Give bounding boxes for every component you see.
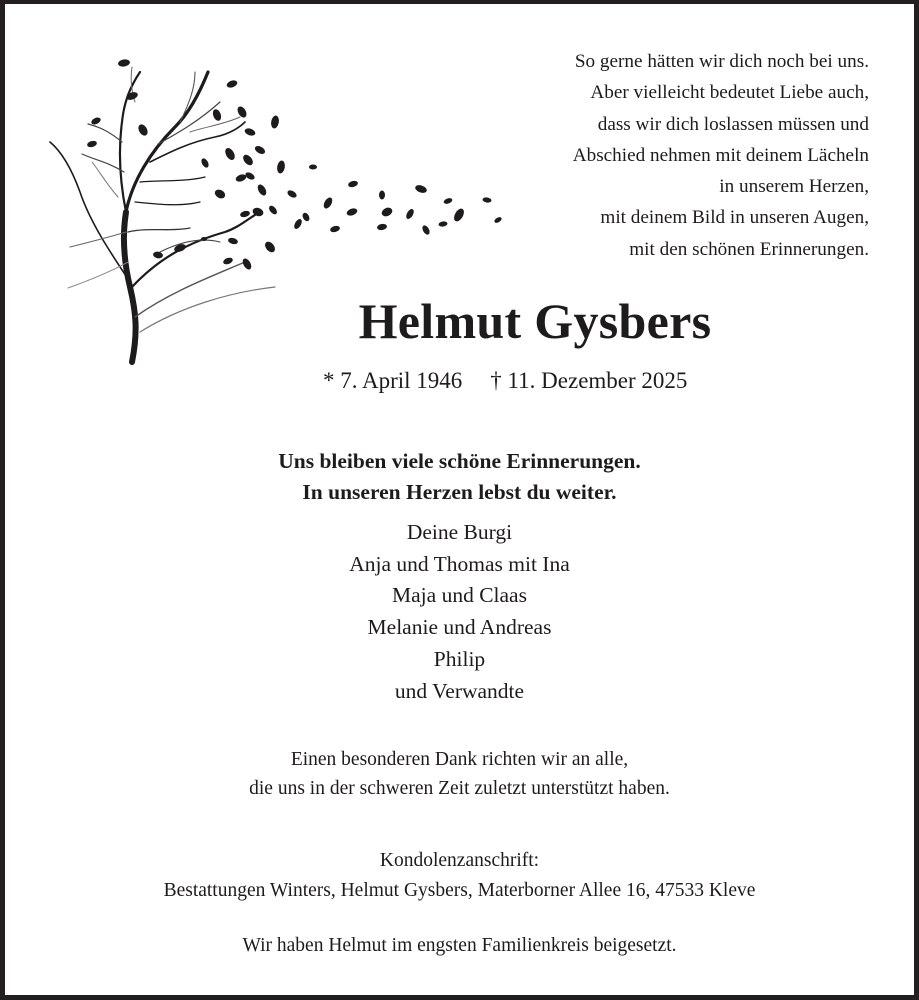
thanks-note: [5, 745, 914, 803]
signers-list: [5, 517, 914, 707]
signer: und Verwandte: [394, 678, 525, 703]
motto: [5, 446, 914, 508]
poem-line: mit den schönen Erinnerungen.: [629, 238, 869, 260]
obituary-card: [5, 4, 914, 995]
poem-line: mit deinem Bild in unseren Augen,: [600, 207, 869, 229]
poem-line: So gerne hätten wir dich noch bei uns.: [574, 51, 869, 72]
death-date: † 11. Dezember 2025: [490, 368, 688, 393]
poem: [409, 46, 869, 265]
birth-date: * 7. April 1946: [323, 368, 463, 393]
poem-line: Abschied nehmen mit deinem Lächeln: [572, 144, 869, 166]
burial-note: Wir haben Helmut im engsten Familienkreis beigesetzt.: [242, 935, 677, 956]
signer: Melanie und Andreas: [367, 615, 552, 640]
life-dates: [323, 368, 753, 394]
signer: Deine Burgi: [406, 520, 513, 544]
thanks-line: die uns in der schweren Zeit zuletzt unterstützt haben.: [249, 778, 670, 799]
thanks-line: Einen besonderen Dank richten wir an alle,: [290, 749, 629, 770]
poem-line: Aber vielleicht bedeutet Liebe auch,: [590, 82, 869, 104]
signer: Philip: [433, 646, 486, 671]
deceased-name: Helmut Gysbers: [358, 293, 712, 349]
signer: Maja und Claas: [392, 583, 527, 608]
motto-line: Uns bleiben viele schöne Erinnerungen.: [278, 449, 641, 473]
condolence-label: Kondolenzanschrift:: [379, 850, 540, 871]
signer: Anja und Thomas mit Ina: [349, 551, 570, 576]
condolence-address-text: Bestattungen Winters, Helmut Gysbers, Materborner Allee 16, 47533 Kleve: [163, 880, 756, 901]
poem-line: dass wir dich loslassen müssen und: [597, 113, 869, 135]
condolence-address: [5, 846, 914, 906]
motto-line: In unseren Herzen lebst du weiter.: [302, 480, 617, 504]
poem-line: in unserem Herzen,: [719, 176, 869, 198]
